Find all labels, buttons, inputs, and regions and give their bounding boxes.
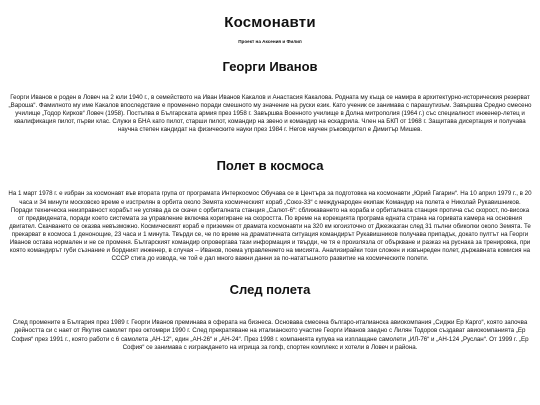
section-text: На 1 март 1978 г. е избран за космонавт във втората група от програмата Интеркосмос Обучава се в Центъра за подготовка на космонавти „Юрий Гагарин“. На 10 април 1979 г., в 20 часа и 34 минути московско време е изстрелян в орбита около Земята космическият кораб „Союз-33“ с международен екипаж Командир на полета е Николай Рукавишников. Поради техническа неизправност корабът не успява да се скачи с орбиталната станция „Салют-6“: сближаването на кораба и орбиталната станция протича със скорост, по-висока от предвидената, поради което системата за управление включва коригиране на скоростта. По време на корекцията програма едната страна на горивата камера на основния двигател. Скачването се оказва невъзможно. Космическият кораб е приземен от двамата космонавти на 320 км югоизточно от Джезказган след 31 пълни обиколки около Земята. Те прекарват в космоса 1 денонощие, 23 часа и 1 минута. Твърди се, че по време на драматичната ситуация командирът Рукавишников получава припадък, докато пултът на Георги Иванов остава нормален и не се променя. Българският командир опровергава тази информация и твърди, че тя е произлязла от объркване и разказ на руснака за тренировка, при която командирът губи съзнание и бордният инженер, в случая – Иванов, поема управлението на мисията. Анализирайки този сложен и извънреден полет, държавната комисия на СССР стига до извода, че той е дал много важни данни за по-нататъшното развитие на космическите полети. — [8, 190, 532, 263]
section-georgi-ivanov — [6, 59, 534, 134]
section-heading: След полета — [229, 282, 311, 298]
section-text: Георги Иванов е роден в Ловеч на 2 юли 1940 г., в семейството на Иван Иванов Какалов и Анастасия Какалова. Родната му къща се намира в архитектурно-историческия резерват „Вароша“. Фамилното му име Какалов впоследствие е променено поради смешното му значение на руски език. Като ученик се занимава с парашутизъм. Завършва Средно смесено училище „Тодор Кирков“ Ловеч (1958). Постъпва в Българската армия през 1958 г. Завършва Военното училище в Долна митрополия (1964 г.) със специалност инженер-летец и квалификация пилот, първи клас. Служи в БНА като пилот, старши пилот, командир на звено и командир на ескадрила. Член на БКП от 1968 г. Защитава дисертация и получава научна степен кандидат на физическите науки през 1984 г. Негов научен ръководител е Димитър Мишев. — [8, 94, 532, 134]
section-text: След промените в България през 1989 г. Георги Иванов преминава в сферата на бизнеса. Основава смесена българо-италианска авиокомпания „Сиджи Ер Карго“, която започва дейността си с нает от Якутия самолет през октомври 1990 г. След прекратяване на италианското участие Георги Иванов заедно с Лилян Тодоров създават авиокомпанията „Ер София“ през 1991 г., която работи с 6 самолета „АН-12“, един „АН-26“ и „АН-24“. През 1998 г. компанията купува на изплащане самолети „ИЛ-76“ и „АН-124 „Руслан“. От 1999 г. „Ер София“ се занимава с изграждането на игрища за голф, спортен комплекс и хотели в Ловеч и района. — [11, 319, 529, 351]
site-title: Космонавти — [224, 14, 316, 31]
section-heading: Полет в космоса — [216, 158, 324, 174]
section-heading: Георги Иванов — [222, 59, 318, 74]
section-after-flight — [6, 282, 534, 351]
site-subtitle: Проект на Аксения и Филип — [238, 39, 302, 44]
section-space-flight — [6, 158, 534, 263]
